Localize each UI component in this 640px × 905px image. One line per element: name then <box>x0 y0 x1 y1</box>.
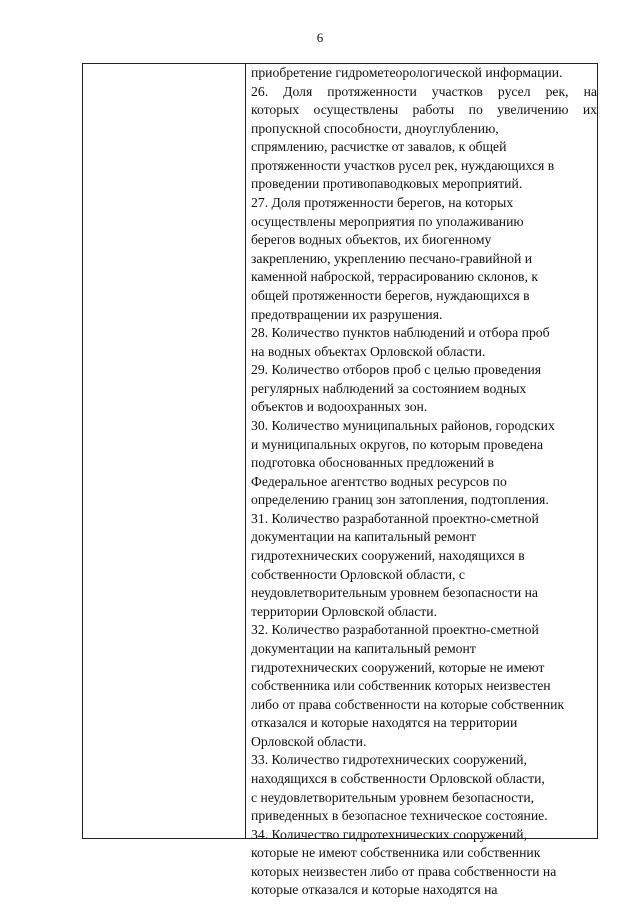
text-line: объектов и водоохранных зон. <box>251 399 428 415</box>
text-line: закреплению, укреплению песчано-гравийной и <box>251 250 533 266</box>
text-line: пропускной способности, дноуглублению, <box>251 120 499 136</box>
text-line: с неудовлетворительным уровнем безопасности, <box>251 789 535 805</box>
text-line: предотвращении их разрушения. <box>251 306 443 322</box>
text-line: 31. Количество разработанной проектно-сметной <box>251 510 539 526</box>
text-line: общей протяженности берегов, нуждающихся в <box>251 287 530 303</box>
text-line: которые отказался и которые находятся на <box>251 882 498 898</box>
document-table <box>82 63 598 898</box>
text-line: Орловской области. <box>251 733 367 749</box>
text-line: документации на капитальный ремонт <box>251 529 476 545</box>
text-line: спрямлению, расчистке от завалов, к общей <box>251 139 507 155</box>
text-line: определению границ зон затопления, подтопления. <box>251 492 549 508</box>
text-line: 26. Доля протяженности участков русел рек, на <box>251 83 597 99</box>
text-line: приведенных в безопасное техническое состояние. <box>251 808 548 824</box>
text-line: 34. Количество гидротехнических сооружений, <box>251 826 528 842</box>
text-line: приобретение гидрометеорологической информации. <box>251 65 563 80</box>
text-line: 29. Количество отборов проб с целью проведения <box>251 362 542 378</box>
text-line: либо от права собственности на которые собственник <box>251 696 565 712</box>
page-number: 6 <box>316 30 324 45</box>
text-line: собственности Орловской области, с <box>251 566 465 582</box>
text-line: 33. Количество гидротехнических сооружений, <box>251 752 528 768</box>
text-line: находящихся в собственности Орловской области, <box>251 770 545 786</box>
text-line: и муниципальных округов, по которым проведена <box>251 436 544 452</box>
text-line: каменной наброской, террасированию склонов, к <box>251 269 539 285</box>
text-line: документации на капитальный ремонт <box>251 640 476 656</box>
text-line: отказался и которые находятся на территории <box>251 715 518 731</box>
text-line: территории Орловской области. <box>251 603 438 619</box>
text-line: регулярных наблюдений за состоянием водных <box>251 380 527 396</box>
indicator-list-cell <box>251 64 597 900</box>
text-line: которых осуществлены работы по увеличению их <box>251 102 597 118</box>
text-line: Федеральное агентство водных ресурсов по <box>251 473 507 489</box>
text-line: 27. Доля протяженности берегов, на которых <box>251 195 514 211</box>
text-line: 30. Количество муниципальных районов, городских <box>251 417 555 433</box>
text-line: которые не имеют собственника или собственник <box>251 845 541 861</box>
text-line: 28. Количество пунктов наблюдений и отбора проб <box>251 325 550 341</box>
text-line: берегов водных объектов, их биогенному <box>251 232 492 248</box>
text-line: неудовлетворительным уровнем безопасности на <box>251 585 538 601</box>
text-line: которых неизвестен либо от права собственности на <box>251 863 557 879</box>
text-line: осуществлены мероприятия по уполаживанию <box>251 213 524 229</box>
text-line: подготовка обоснованных предложений в <box>251 455 494 471</box>
text-line: собственника или собственник которых неизвестен <box>251 678 551 694</box>
text-line: протяженности участков русел рек, нуждающихся в <box>251 157 555 173</box>
text-line: гидротехнических сооружений, находящихся в <box>251 548 525 564</box>
text-line: на водных объектах Орловской области. <box>251 343 486 359</box>
text-line: проведении противопаводковых мероприятий. <box>251 176 523 192</box>
text-line: 32. Количество разработанной проектно-сметной <box>251 622 539 638</box>
text-line: гидротехнических сооружений, которые не имеют <box>251 659 545 675</box>
column-divider <box>245 64 246 838</box>
